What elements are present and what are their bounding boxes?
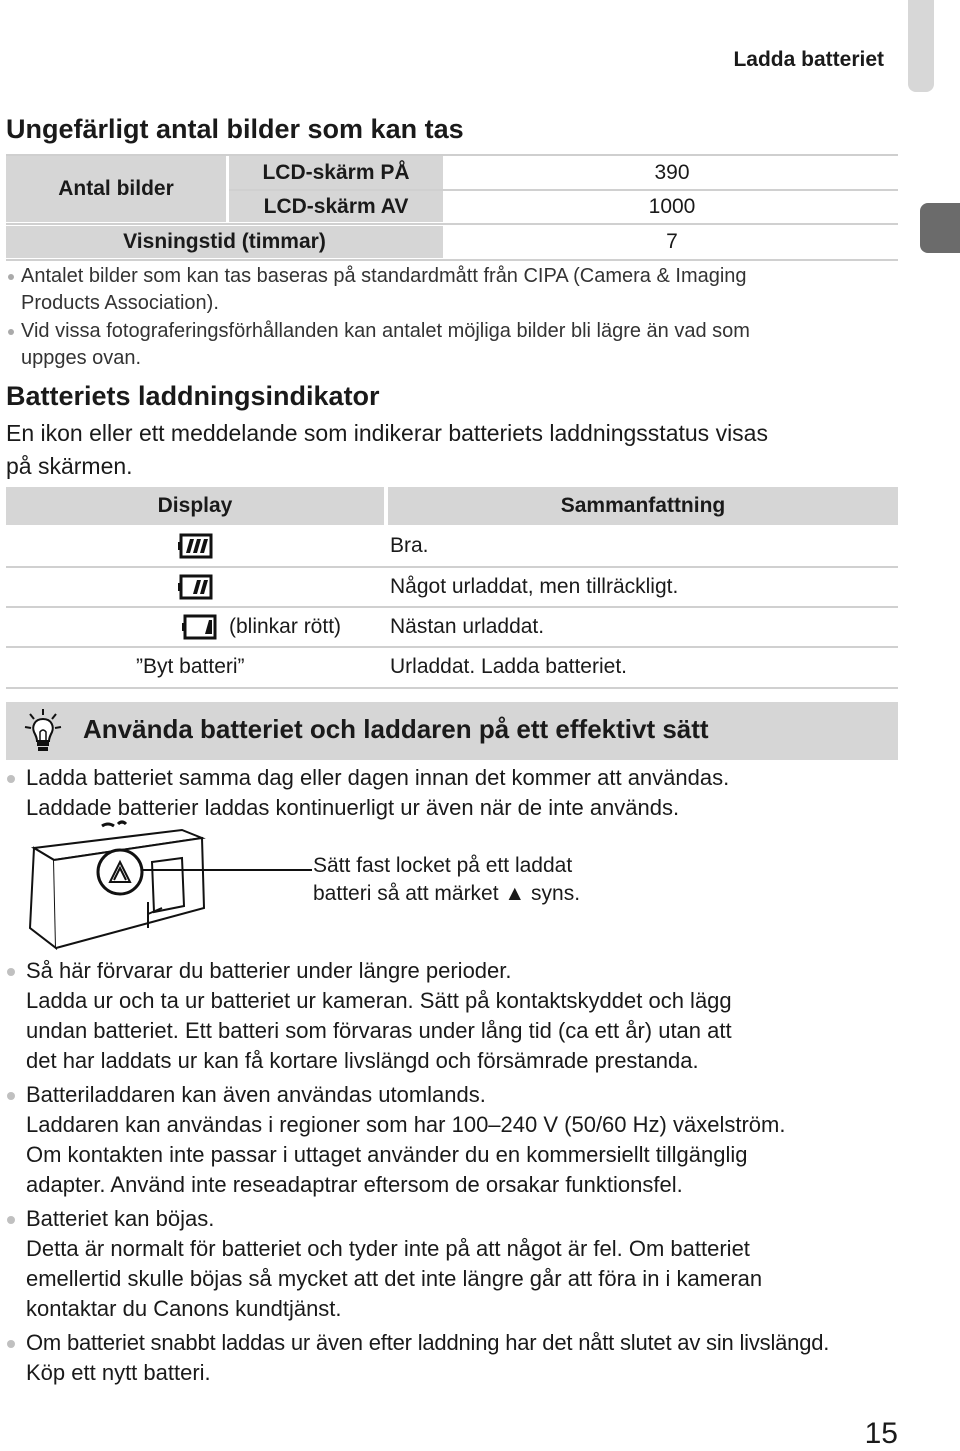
running-header: Ladda batteriet bbox=[733, 48, 884, 71]
table-cell-lcd-on-value: 390 bbox=[654, 160, 690, 184]
bullet-dot bbox=[7, 1216, 15, 1224]
tip-line: Laddaren kan användas i regioner som har 100–240 V (50/60 Hz) växelström. bbox=[26, 1112, 786, 1137]
lightbulb-icon bbox=[24, 707, 62, 757]
table-cell-summary: Nästan urladdat. bbox=[390, 615, 545, 638]
table-cell-display bbox=[6, 568, 384, 606]
tip-line: Köp ett nytt batteri. bbox=[26, 1360, 211, 1385]
battery-illustration bbox=[22, 818, 312, 952]
table-cell-shots-label: Antal bilder bbox=[6, 156, 226, 222]
note-line: uppges ovan. bbox=[21, 347, 142, 369]
tip-line: adapter. Använd inte reseadaptrar eftersom de orsakar funktionsfel. bbox=[26, 1172, 683, 1197]
intro-line: på skärmen. bbox=[6, 453, 133, 479]
table-cell-playback-value: 7 bbox=[666, 230, 678, 253]
tip-line: Om batteriet snabbt laddas ur även efter laddning har det nått slutet av sin livslängd. bbox=[26, 1330, 830, 1355]
tip-line: Ladda ur och ta ur batteriet ur kameran. Sätt på kontaktskyddet och lägg bbox=[26, 988, 732, 1013]
table-header-display: Display bbox=[6, 487, 384, 525]
section-heading-shots: Ungefärligt antal bilder som kan tas bbox=[6, 114, 464, 144]
table-cell-lcd-off: LCD-skärm AV bbox=[229, 191, 443, 222]
intro-line: En ikon eller ett meddelande som indikerar batteriets laddningsstatus visas bbox=[6, 420, 768, 446]
chapter-tab bbox=[920, 203, 960, 253]
tip-title: Använda batteriet och laddaren på ett effektivt sätt bbox=[83, 714, 709, 744]
table-cell-lcd-off-value: 1000 bbox=[648, 194, 696, 218]
table-cell-playback-label: Visningstid (timmar) bbox=[6, 226, 443, 258]
page-number: 15 bbox=[864, 1417, 898, 1450]
tip-line: kontaktar du Canons kundtjänst. bbox=[26, 1296, 342, 1321]
bullet-dot bbox=[7, 1092, 15, 1100]
battery-full-icon bbox=[177, 533, 213, 559]
tip-line: Detta är normalt för batteriet och tyder inte på att något är fel. Om batteriet bbox=[26, 1236, 750, 1261]
tip-line: undan batteriet. Ett batteri som förvaras under lång tid (ca ett år) utan att bbox=[26, 1018, 732, 1043]
section-heading-indicator: Batteriets laddningsindikator bbox=[6, 381, 380, 411]
tip-line: Ladda batteriet samma dag eller dagen innan det kommer att användas. bbox=[26, 765, 730, 790]
bullet-dot bbox=[7, 1340, 15, 1348]
note-line: Products Association). bbox=[21, 292, 219, 314]
tip-line: Om kontakten inte passar i uttaget använder du en kommersiellt tillgänglig bbox=[26, 1142, 748, 1167]
tip-line: Batteriet kan böjas. bbox=[26, 1206, 215, 1231]
tip-line: Batteriladdaren kan även användas utomlands. bbox=[26, 1082, 486, 1107]
bullet-dot bbox=[8, 329, 14, 335]
divider bbox=[6, 223, 898, 225]
table-cell-display bbox=[6, 527, 384, 565]
tip-line: emellertid skulle böjas så mycket att det inte längre går att föra in i kameran bbox=[26, 1266, 763, 1291]
table-cell-summary: Bra. bbox=[390, 534, 429, 557]
tip-line: Laddade batterier laddas kontinuerligt ur även när de inte används. bbox=[26, 795, 680, 820]
table-cell-display bbox=[6, 608, 384, 646]
bullet-dot bbox=[8, 274, 14, 280]
callout-line: batteri så att märket ▲ syns. bbox=[313, 882, 581, 905]
bullet-dot bbox=[7, 968, 15, 976]
tip-line: det har laddats ur kan få kortare livslängd och försämrade prestanda. bbox=[26, 1048, 699, 1073]
blink-note: (blinkar rött) bbox=[229, 615, 342, 638]
battery-partial-icon bbox=[177, 574, 213, 600]
divider bbox=[6, 259, 898, 261]
bullet-dot bbox=[7, 775, 15, 783]
divider bbox=[6, 687, 898, 689]
tip-line: Så här förvarar du batterier under längre perioder. bbox=[26, 958, 512, 983]
callout-line: Sätt fast locket på ett laddat bbox=[313, 854, 573, 877]
battery-low-icon bbox=[181, 614, 217, 640]
page-edge-tab bbox=[908, 0, 934, 92]
note-line: Vid vissa fotograferingsförhållanden kan antalet möjliga bilder bli lägre än vad som bbox=[21, 320, 750, 342]
table-cell-display-text: ”Byt batteri” bbox=[136, 655, 245, 678]
table-cell-summary: Urladdat. Ladda batteriet. bbox=[390, 655, 627, 678]
table-cell-lcd-on: LCD-skärm PÅ bbox=[229, 156, 443, 189]
table-cell-summary: Något urladdat, men tillräckligt. bbox=[390, 575, 679, 598]
note-line: Antalet bilder som kan tas baseras på standardmått från CIPA (Camera & Imaging bbox=[21, 265, 747, 287]
table-header-summary: Sammanfattning bbox=[388, 487, 898, 525]
